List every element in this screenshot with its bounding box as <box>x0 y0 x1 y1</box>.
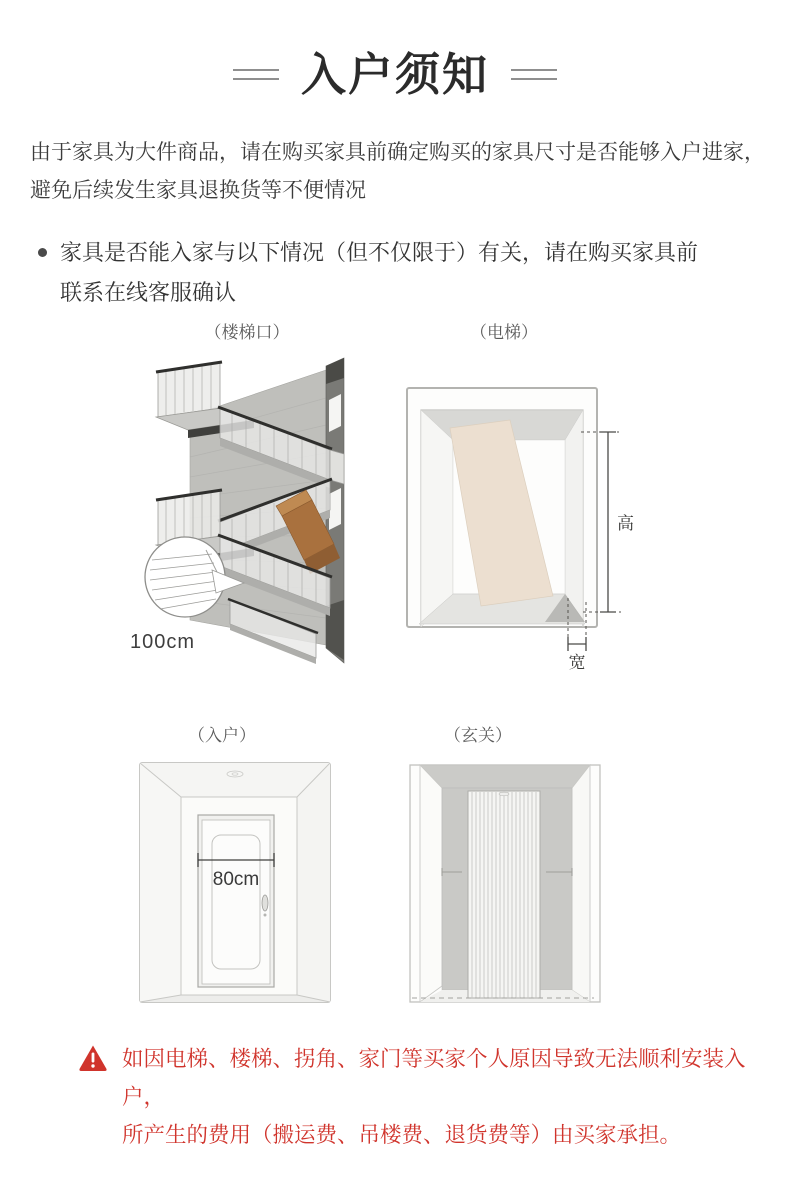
warning-message <box>122 1040 747 1154</box>
entry-dimension-label: 80cm <box>212 869 260 890</box>
stairs-figure-label: （楼梯口） <box>204 323 290 342</box>
stairs-dimension-label: 100cm <box>130 631 196 653</box>
hallway-illustration <box>398 758 643 1008</box>
entry-door-illustration <box>133 757 345 1012</box>
title-decoration-right <box>511 65 557 83</box>
entry-figure-label: （入户） <box>188 726 256 745</box>
notice-text <box>60 233 698 313</box>
intro-paragraph <box>30 134 775 210</box>
elevator-width-label: 宽 <box>568 653 586 672</box>
title-decoration-left <box>233 65 279 83</box>
page-title: 入户须知 <box>300 48 489 100</box>
page-header <box>0 44 790 104</box>
notice-bullet <box>38 233 698 313</box>
notice-line-2: 联系在线客服确认 <box>60 280 237 305</box>
bullet-dot <box>38 248 47 257</box>
intro-line-2: 避免后续发生家具退换货等不便情况 <box>30 179 366 202</box>
notice-line-1: 家具是否能入家与以下情况（但不仅限于）有关，请在购买家具前 <box>60 240 699 265</box>
warning-line-1: 如因电梯、楼梯、拐角、家门等买家个人原因导致无法顺利安装入户， <box>122 1047 746 1109</box>
intro-line-1: 由于家具为大件商品，请在购买家具前确定购买的家具尺寸是否能够入户进家， <box>30 141 765 164</box>
warning-line-2: 所产生的费用（搬运费、吊楼费、退货费等）由买家承担。 <box>122 1123 682 1147</box>
warning-triangle-icon <box>78 1044 108 1072</box>
elevator-height-label: 高 <box>617 514 634 533</box>
elevator-illustration <box>395 362 645 672</box>
stairs-illustration <box>100 348 400 678</box>
elevator-figure-label: （电梯） <box>470 323 538 342</box>
hallway-figure-label: （玄关） <box>444 726 512 745</box>
